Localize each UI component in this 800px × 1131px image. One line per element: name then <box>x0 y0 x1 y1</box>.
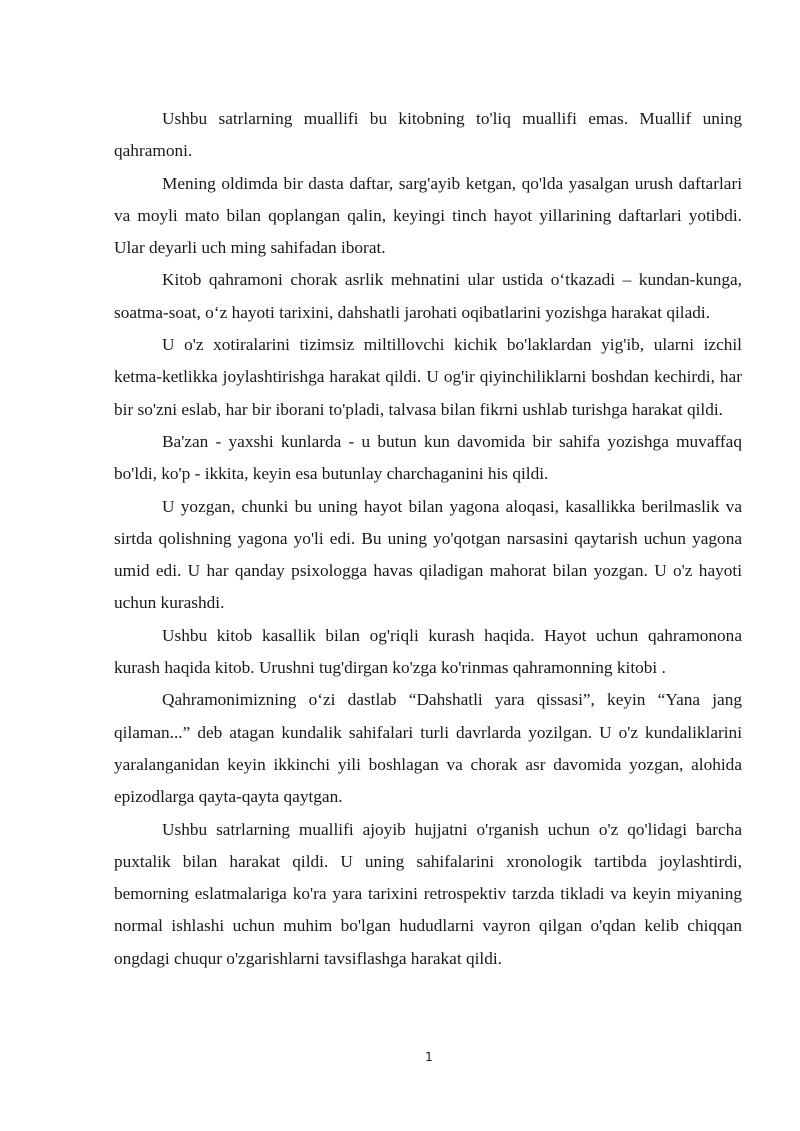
paragraph-7: Ushbu kitob kasallik bilan og'riqli kurash haqida. Hayot uchun qahramonona kurash haqida kitob. Urushni tug'dirgan ko'zga ko'rinmas qahramonning kitobi . <box>114 625 742 678</box>
paragraph-3: Kitob qahramoni chorak asrlik mehnatini ular ustida o‘tkazadi – kundan-kunga, soatma-soat, o‘z hayoti tarixini, dahshatli jarohati oqibatlarini yozishga harakat qiladi. <box>114 270 742 322</box>
paragraph-2: Mening oldimda bir dasta daftar, sarg'ayib ketgan, qo'lda yasalgan urush daftarlari va moyli mato bilan qoplangan qalin, keyingi tinch hayot yillarining daftarlari yotibdi. Ular deyarli uch ming sahifadan iborat. <box>114 173 742 258</box>
body-text <box>114 103 742 975</box>
page-number: 1 <box>425 1050 433 1064</box>
paragraph-6: U yozgan, chunki bu uning hayot bilan yagona aloqasi, kasallikka berilmaslik va sirtda qolishning yagona yo'li edi. Bu uning yo'qotgan narsasini qaytarish uchun yagona umid edi. U har qanday psixologga havas qiladigan mahorat bilan yozgan. U o'z hayoti uchun kurashdi. <box>114 496 742 613</box>
paragraph-4: U o'z xotiralarini tizimsiz miltillovchi kichik bo'laklardan yig'ib, ularni izchil ketma-ketlikka joylashtirishga harakat qildi. U og'ir qiyinchiliklarni boshdan kechirdi, har bir so'zni eslab, har bir iborani to'pladi, talvasa bilan fikrni ushlab turishga harakat qildi. <box>114 335 742 419</box>
paragraph-8: Qahramonimizning o‘zi dastlab “Dahshatli yara qissasi”, keyin “Yana jang qilaman...” deb atagan kundalik sahifalari turli davrlarda yozilgan. U o'z kundaliklarini yaralanganidan keyin ikkinchi yili boshlagan va chorak asr davomida yozgan, alohida epizodlarga qayta-qayta qaytgan. <box>114 690 742 807</box>
paragraph-5: Ba'zan - yaxshi kunlarda - u butun kun davomida bir sahifa yozishga muvaffaq bo'ldi, ko'p - ikkita, keyin esa butunlay charchaganini his qildi. <box>114 431 742 484</box>
paragraph-9: Ushbu satrlarning muallifi ajoyib hujjatni o'rganish uchun o'z qo'lidagi barcha puxtalik bilan harakat qildi. U uning sahifalarini xronologik tartibda joylashtirdi, bemorning eslatmalariga ko'ra yara tarixini retrospektiv tarzda tikladi va keyin miyaning normal ishlashi uchun muhim bo'lgan hududlarni vayron qilgan o'qdan kelib chiqqan ongdagi chuqur o'zgarishlarni tavsiflashga harakat qildi. <box>114 819 742 968</box>
paragraph-1: Ushbu satrlarning muallifi bu kitobning to'liq muallifi emas. Muallif uning qahramoni. <box>114 109 742 161</box>
